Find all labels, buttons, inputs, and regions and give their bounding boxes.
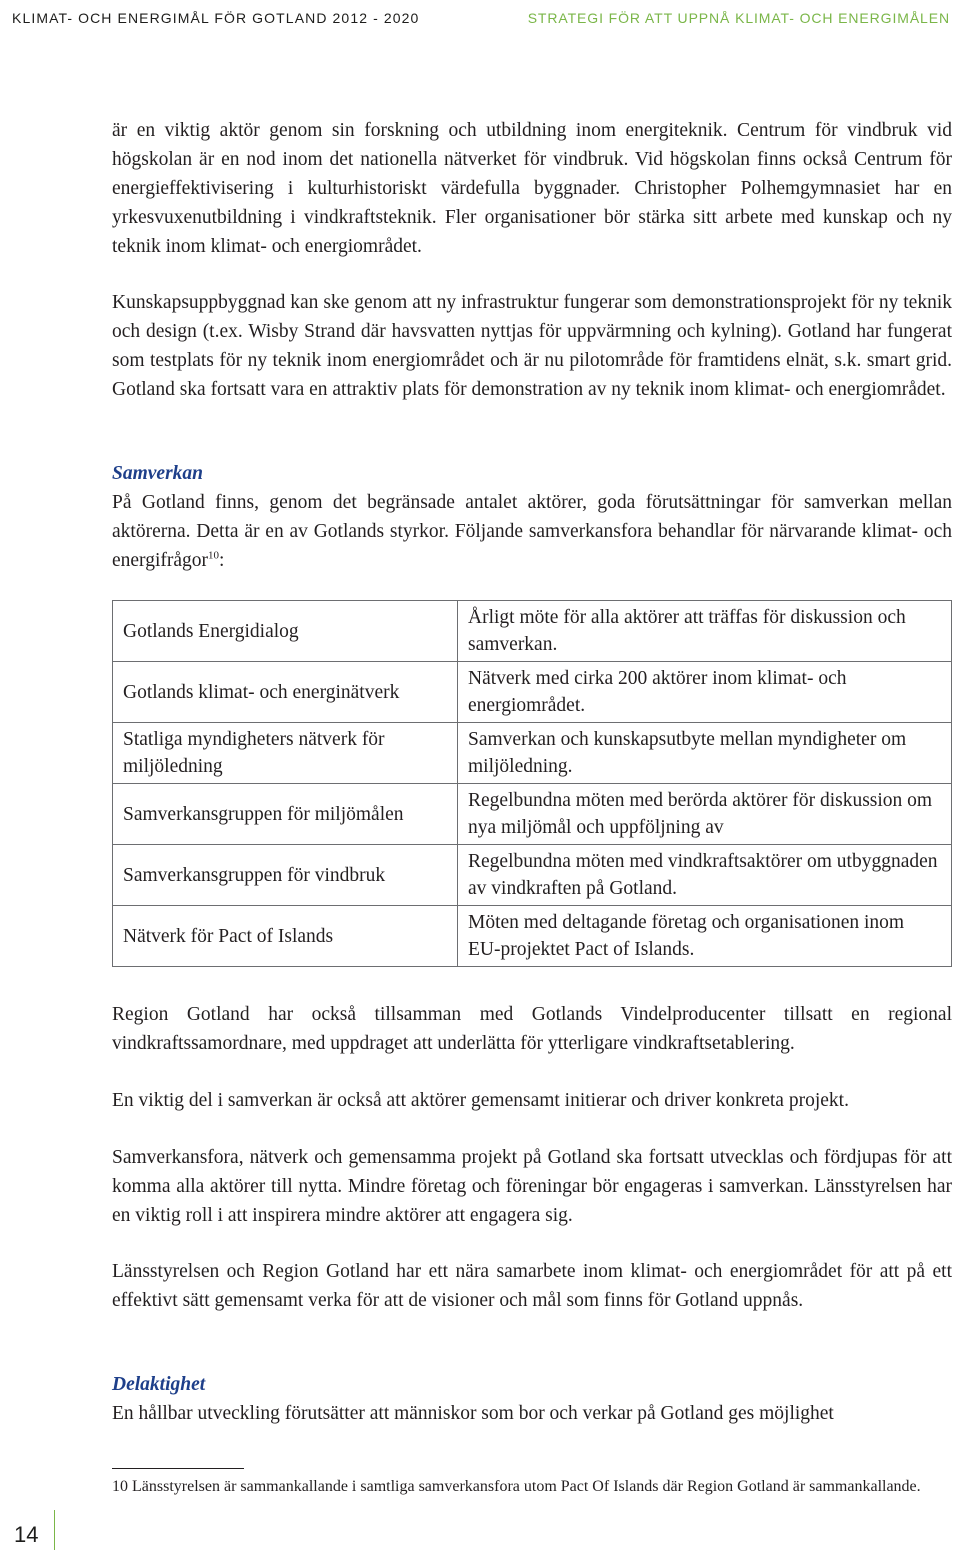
paragraph-research: är en viktig aktör genom sin forskning och utbildning inom energiteknik. Centrum för vindbruk vid högskolan är en nod inom det nationella nätverket för vindbruk. Vid högskolan finns också Centrum för energieffektivisering i kulturhistoriskt värdefulla byggnader. Christopher Polhemgymnasiet har en yrkesvuxenutbildning i vindkraftsteknik. Fler organisationer bör stärka sitt arbete med kunskap och ny teknik inom klimat- och energiområdet. <box>112 120 952 257</box>
paragraph-cooperation: Länsstyrelsen och Region Gotland har ett nära samarbete inom klimat- och energiområdet för att på ett effektivt sätt gemensamt verka för att de visioner och mål som finns för Gotland uppnås. <box>112 1261 952 1311</box>
forum-name: Samverkansgruppen för miljömålen <box>113 784 458 845</box>
table-row <box>113 784 952 845</box>
forum-name: Gotlands Energidialog <box>113 601 458 662</box>
paragraph-joint-projects: En viktig del i samverkan är också att aktörer gemensamt initierar och driver konkreta projekt. <box>112 1090 849 1111</box>
paragraph-forums-development: Samverkansfora, nätverk och gemensamma projekt på Gotland ska fortsatt utvecklas och fördjupas för att komma alla aktörer till nytta. Mindre företag och föreningar bör engageras i samverkan. Länsstyrelsen har en viktig roll i att inspirera mindre aktörer att engagera sig. <box>112 1147 952 1226</box>
running-header-section: STRATEGI FÖR ATT UPPNÅ KLIMAT- OCH ENERGIMÅLEN <box>527 10 950 26</box>
forum-name: Gotlands klimat- och energinätverk <box>113 662 458 723</box>
forum-description: Årligt möte för alla aktörer att träffas för diskussion och samverkan. <box>458 601 952 662</box>
page-number: 14 <box>14 1522 39 1547</box>
heading-samverkan: Samverkan <box>112 463 204 484</box>
footnote-ref[interactable]: 10 <box>208 549 220 562</box>
table-row <box>113 601 952 662</box>
forum-name: Nätverk för Pact of Islands <box>113 906 458 967</box>
forum-description: Regelbundna möten med vindkraftsaktörer om utbyggnaden av vindkraften på Gotland. <box>458 845 952 906</box>
paragraph-samverkan-intro <box>112 488 952 575</box>
samverkan-intro-text: På Gotland finns, genom det begränsade antalet aktörer, goda förutsättningar för samverkan mellan aktörerna. Detta är en av Gotlands styrkor. Följande samverkansfora behandlar för närvarande klimat- och energifrågor <box>112 492 952 571</box>
forum-description: Möten med deltagande företag och organisationen inom EU-projektet Pact of Islands. <box>458 906 952 967</box>
paragraph-knowledge-building: Kunskapsuppbyggnad kan ske genom att ny infrastruktur fungerar som demonstrationsprojekt för ny teknik och design (t.ex. Wisby Strand där havsvatten nyttjas för uppvärmning och kylning). Gotland har fungerat som testplats för ny teknik inom energiområdet och är nu pilotområde för framtidens elnät, s.k. smart grid. Gotland ska fortsatt vara en attraktiv plats för demonstration av ny teknik inom klimat- och energiområdet. <box>112 292 952 400</box>
table-row <box>113 723 952 784</box>
paragraph-delaktighet: En hållbar utveckling förutsätter att människor som bor och verkar på Gotland ges möjlighet <box>112 1403 834 1424</box>
table-row <box>113 662 952 723</box>
table-row <box>113 906 952 967</box>
forum-description: Nätverk med cirka 200 aktörer inom klimat- och energiområdet. <box>458 662 952 723</box>
footnote-divider <box>112 1468 244 1469</box>
table-row <box>113 845 952 906</box>
heading-delaktighet: Delaktighet <box>112 1374 206 1395</box>
samverkan-intro-colon: : <box>219 550 225 571</box>
paragraph-wind-coordinator: Region Gotland har också tillsamman med Gotlands Vindelproducenter tillsatt en regional vindkraftssamordnare, med uppdraget att underlätta för ytterligare vindkraftsetablering. <box>112 1004 952 1054</box>
running-header-title: KLIMAT- OCH ENERGIMÅL FÖR GOTLAND 2012 - 2020 <box>12 10 420 26</box>
forum-description: Regelbundna möten med berörda aktörer för diskussion om nya miljömål och uppföljning av <box>458 784 952 845</box>
footnote-text: 10 Länsstyrelsen är sammankallande i samtliga samverkansfora utom Pact Of Islands där Region Gotland är sammankallande. <box>112 1478 921 1495</box>
forum-description: Samverkan och kunskapsutbyte mellan myndigheter om miljöledning. <box>458 723 952 784</box>
forum-name: Samverkansgruppen för vindbruk <box>113 845 458 906</box>
forums-table <box>112 600 952 967</box>
forum-name: Statliga myndigheters nätverk för miljöledning <box>113 723 458 784</box>
